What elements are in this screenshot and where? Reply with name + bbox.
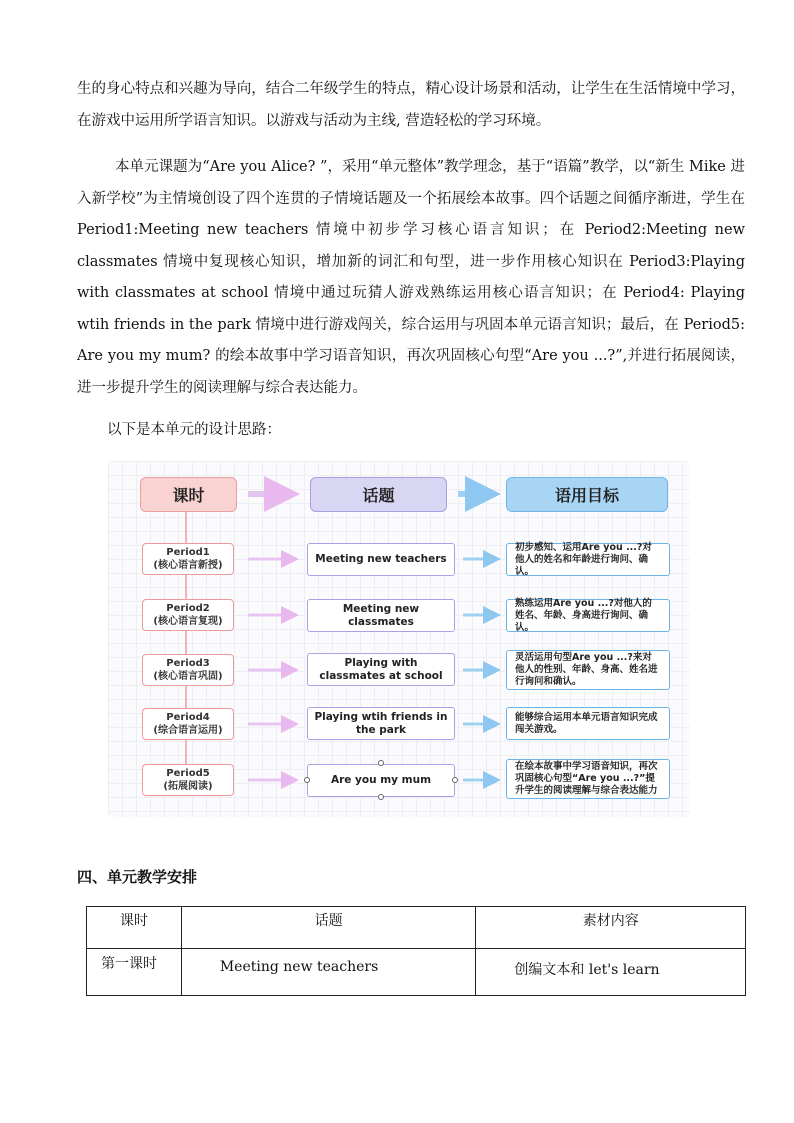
table-cell: 创编文本和 let's learn	[476, 949, 746, 996]
header-goal: 语用目标	[506, 477, 668, 512]
table-header-cell: 话题	[181, 907, 476, 949]
design-flow-diagram	[108, 461, 690, 817]
period-type: (综合语言运用)	[153, 725, 223, 736]
topic-box-4: Playing wtih friends in the park	[307, 707, 455, 740]
table-cell: 第一课时	[87, 949, 182, 996]
period-box-4	[142, 708, 234, 740]
header-topic: 话题	[310, 477, 447, 512]
period-type: (拓展阅读)	[163, 781, 213, 792]
table-cell: Meeting new teachers	[181, 949, 476, 996]
topic-box-3: Playing with classmates at school	[307, 653, 455, 686]
topic-box-2: Meeting new classmates	[307, 599, 455, 632]
intro-paragraph: 生的身心特点和兴趣为导向，结合二年级学生的特点，精心设计场景和活动，让学生在生活情境中学习，在游戏中运用所学语言知识。以游戏与活动为主线, 营造轻松的学习环境。	[77, 81, 745, 129]
unit-description-paragraph	[77, 152, 745, 404]
section-heading: 四、单元教学安排	[77, 868, 198, 886]
selection-handle-icon	[378, 760, 384, 766]
design-intro-text: 以下是本单元的设计思路：	[107, 422, 281, 438]
table-header-row	[87, 907, 746, 949]
period-type: (核心语言巩固)	[153, 671, 223, 682]
goal-box-1: 初步感知、运用Are you ...?对他人的姓名和年龄进行询问、确认。	[506, 543, 670, 576]
topic-box-5: Are you my mum	[307, 764, 455, 797]
period-name: Period2	[166, 603, 210, 614]
period-name: Period5	[166, 768, 210, 779]
unit-description-text: 本单元课题为“Are you Alice? ”，采用“单元整体”教学理念，基于“语篇”教学，以“新生 Mike 进入新学校”为主情境创设了四个连贯的子情境话题及一个拓展绘本故事。四个话题之间循序渐进，学生在 Period1:Meeting new teachers 情境中初步学习核心语言知识；在 Period2:Meeting new classmates 情境中复现核心知识，增加新的词汇和句型，进一步作用核心知识在 Period3:Playing with classmates at school 情境中通过玩猜人游戏熟练运用核心语言知识；在 Period4: Playing wtih friends in the park 情境中进行游戏闯关，综合运用与巩固本单元语言知识；最后，在 Period5: Are you my mum? 的绘本故事中学习语音知识，再次巩固核心句型“Are you ...?”,并进行拓展阅读，进一步提升学生的阅读理解与综合表达能力。	[77, 159, 745, 396]
goal-box-5: 在绘本故事中学习语音知识，再次巩固核心句型“Are you ...?”提升学生的阅读理解与综合表达能力	[506, 759, 670, 799]
table-header-cell: 课时	[87, 907, 182, 949]
selection-handle-icon	[452, 777, 458, 783]
selection-handle-icon	[304, 777, 310, 783]
period-type: (核心语言复现)	[153, 616, 223, 627]
period-box-5	[142, 764, 234, 796]
selection-handle-icon	[378, 794, 384, 800]
period-name: Period4	[166, 712, 210, 723]
goal-box-2: 熟练运用Are you ...?对他人的姓名、年龄、身高进行询问、确认。	[506, 599, 670, 632]
goal-box-4: 能够综合运用本单元语言知识完成闯关游戏。	[506, 707, 670, 740]
table-row	[87, 949, 746, 996]
header-period: 课时	[140, 477, 237, 512]
period-name: Period1	[166, 547, 210, 558]
period-box-1	[142, 543, 234, 575]
topic-box-1: Meeting new teachers	[307, 543, 455, 576]
period-box-2	[142, 599, 234, 631]
period-name: Period3	[166, 658, 210, 669]
table-header-cell: 素材内容	[476, 907, 746, 949]
period-type: (核心语言新授)	[153, 560, 223, 571]
schedule-table	[86, 906, 746, 996]
goal-box-3: 灵活运用句型Are you ...?来对他人的性别、年龄、身高、姓名进行询问和确认。	[506, 650, 670, 690]
period-box-3	[142, 654, 234, 686]
